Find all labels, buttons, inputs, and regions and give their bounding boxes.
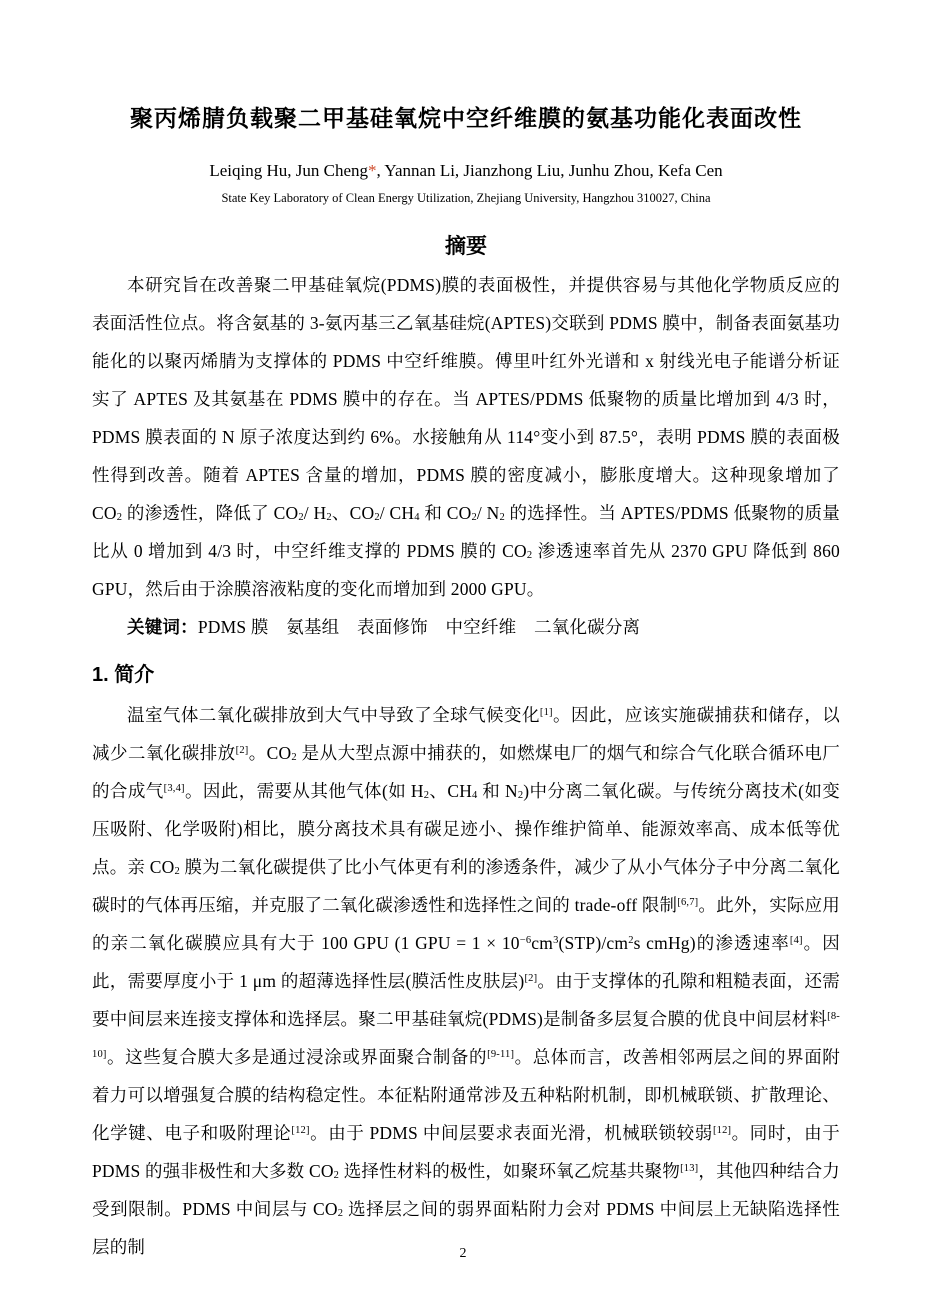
keywords-label: 关键词：	[127, 617, 198, 637]
keywords-line	[92, 608, 840, 646]
section-heading-introduction: 1. 简介	[92, 664, 155, 686]
abstract-paragraph: 本研究旨在改善聚二甲基硅氧烷(PDMS)膜的表面极性，并提供容易与其他化学物质反应的表面活性位点。将含氨基的 3-氨丙基三乙氧基硅烷(APTES)交联到 PDMS 膜中，制备表面氨基功能化的以聚丙烯腈为支撑体的 PDMS 中空纤维膜。傅里叶红外光谱和 x 射线光电子能谱分析证实了 APTES 及其氨基在 PDMS 膜中的存在。当 APTES/PDMS 低聚物的质量比增加到 4/3 时，PDMS 膜表面的 N 原子浓度达到约 6%。水接触角从 114°变小到 87.5°，表明 PDMS 膜的表面极性得到改善。随着 APTES 含量的增加，PDMS 膜的密度减小，膨胀度增大。这种现象增加了 $CO_2$ 的渗透性，降低了 $CO_2/$ $H_2$、$CO_2/$ $CH_4$ 和 $CO_2/$ $N_2$ 的选择性。当 APTES/PDMS 低聚物的质量比从 0 增加到 4/3 时，中空纤维支撑的 PDMS 膜的 $CO_2$ 渗透速率首先从 2370 GPU 降低到 860 GPU，然后由于涂膜溶液粘度的变化而增加到 2000 GPU。	[92, 275, 841, 599]
abstract-heading: 摘要	[445, 235, 487, 258]
page-number: 2	[459, 1246, 467, 1261]
affiliation-line: State Key Laboratory of Clean Energy Utilization, Zhejiang University, Hangzhou 310027, China	[221, 191, 711, 205]
introduction-paragraph: 温室气体二氧化碳排放到大气中导致了全球气候变化[1]。因此，应该实施碳捕获和储存，以减少二氧化碳排放[2]。$CO_2$ 是从大型点源中捕获的，如燃煤电厂的烟气和综合气化联合循环电厂的合成气[3,4]。因此，需要从其他气体(如 $H_2$、$CH_4$ 和 $N_2$)中分离二氧化碳。与传统分离技术(如变压吸附、化学吸附)相比，膜分离技术具有碳足迹小、操作维护简单、能源效率高、成本低等优点。亲 $CO_2$ 膜为二氧化碳提供了比小气体更有利的渗透条件，减少了从小气体分子中分离二氧化碳时的气体再压缩，并克服了二氧化碳渗透性和选择性之间的 trade-off 限制[6,7]。此外，实际应用的亲二氧化碳膜应具有大于 100 GPU (1 GPU = $1 \times 10^{-6}cm^3(STP)/cm^2s$ cmHg)的渗透速率[4]。因此，需要厚度小于 1 μm 的超薄选择性层(膜活性皮肤层)[2]。由于支撑体的孔隙和粗糙表面，还需要中间层来连接支撑体和选择层。聚二甲基硅氧烷(PDMS)是制备多层复合膜的优良中间层材料[8-10]。这些复合膜大多是通过浸涂或界面聚合制备的[9-11]。总体而言，改善相邻两层之间的界面附着力可以增强复合膜的结构稳定性。本征粘附通常涉及五种粘附机制，即机械联锁、扩散理论、化学键、电子和吸附理论[12]。由于 PDMS 中间层要求表面光滑，机械联锁较弱[12]。同时，由于 PDMS 的强非极性和大多数 $CO_2$ 选择性材料的极性，如聚环氧乙烷基共聚物[13]，其他四种结合力受到限制。PDMS 中间层与 $CO_2$ 选择层之间的弱界面粘附力会对 PDMS 中间层上无缺陷选择性层的制	[92, 705, 841, 1257]
authors-line: Leiqing Hu, Jun Cheng*, Yannan Li, Jianzhong Liu, Junhu Zhou, Kefa Cen	[209, 161, 723, 180]
corresponding-author-mark: *	[368, 161, 377, 180]
paper-title: 聚丙烯腈负载聚二甲基硅氧烷中空纤维膜的氨基功能化表面改性	[130, 105, 802, 131]
keywords-text: PDMS 膜 氨基组 表面修饰 中空纤维 二氧化碳分离	[197, 617, 641, 637]
